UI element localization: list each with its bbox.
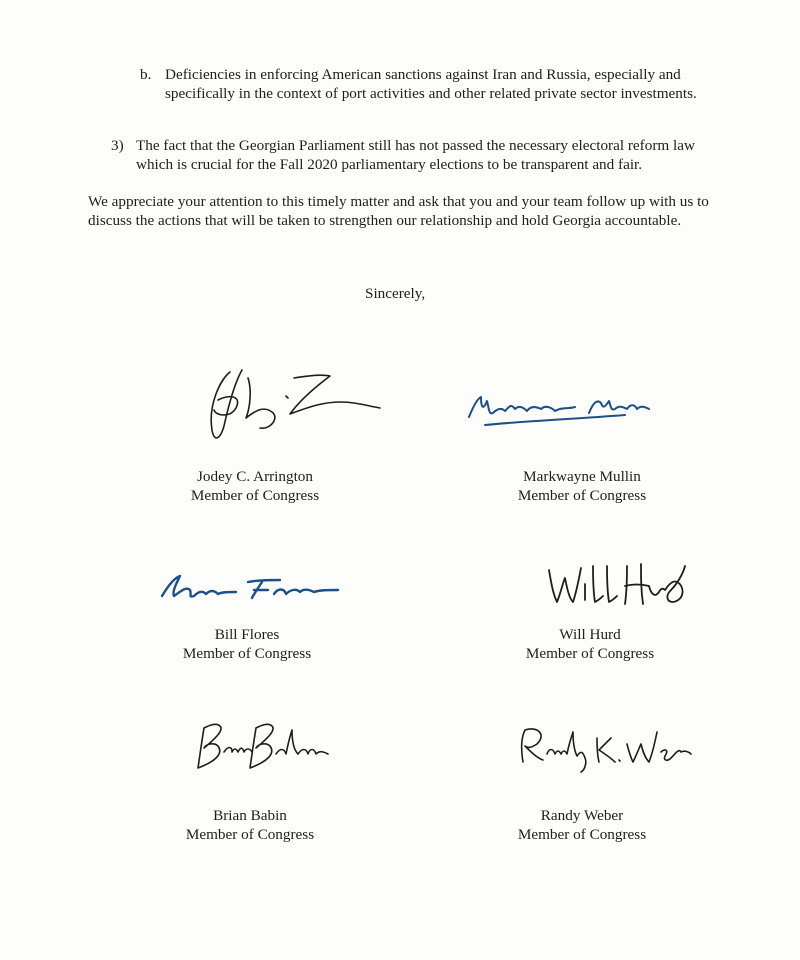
list-item-text: Deficiencies in enforcing American sanctions against Iran and Russia, especially and specifically in the context of port activities and other related private sector investments. bbox=[165, 66, 697, 102]
list-item-text: The fact that the Georgian Parliament still has not passed the necessary electoral reform law which is crucial for the Fall 2020 parliamentary elections to be transparent and fair. bbox=[136, 137, 695, 173]
sign-off: Sincerely, bbox=[365, 285, 426, 302]
closing-paragraph: We appreciate your attention to this timely matter and ask that you and your team follow up with us to discuss the actions that will be taken to strengthen our relationship and hold Georgia accountable. bbox=[88, 193, 709, 229]
signer-title: Member of Congress bbox=[182, 645, 312, 662]
signer-arrington bbox=[125, 467, 385, 505]
signature-mullin bbox=[465, 385, 665, 435]
signer-flores bbox=[117, 625, 377, 663]
signature-babin bbox=[190, 718, 330, 773]
signer-babin bbox=[120, 806, 380, 844]
signature-flores bbox=[158, 568, 343, 608]
signer-title: Member of Congress bbox=[190, 487, 320, 504]
list-marker: b. bbox=[140, 66, 152, 83]
signer-mullin bbox=[452, 467, 712, 505]
signer-title: Member of Congress bbox=[525, 645, 655, 662]
signature-arrington bbox=[190, 360, 390, 450]
signature-weber bbox=[515, 722, 695, 772]
signer-name: Jodey C. Arrington bbox=[196, 468, 313, 485]
list-marker: 3) bbox=[111, 137, 124, 154]
signer-weber bbox=[452, 806, 712, 844]
list-item-3 bbox=[111, 137, 711, 174]
signer-title: Member of Congress bbox=[517, 487, 647, 504]
signer-name: Markwayne Mullin bbox=[523, 468, 641, 485]
signer-title: Member of Congress bbox=[517, 826, 647, 843]
signer-title: Member of Congress bbox=[185, 826, 315, 843]
list-item-b bbox=[140, 66, 720, 103]
signer-name: Will Hurd bbox=[559, 626, 621, 643]
signer-name: Randy Weber bbox=[540, 807, 624, 824]
signer-name: Bill Flores bbox=[214, 626, 280, 643]
signer-name: Brian Babin bbox=[213, 807, 287, 824]
signature-hurd bbox=[545, 560, 690, 610]
signer-hurd bbox=[460, 625, 720, 663]
